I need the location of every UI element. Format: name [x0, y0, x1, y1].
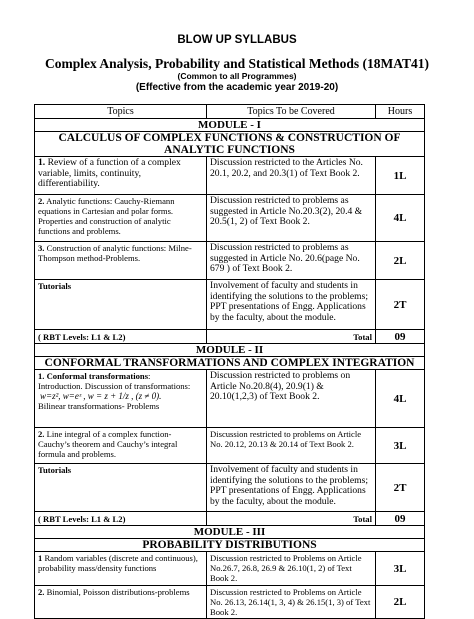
table-row: 2. Analytic functions: Cauchy-Riemann equations in Cartesian and polar forms. Properties and construction of analytic functions and problems. Discussion restricted to problems as suggested in Article No.20.3(2), 20.4 & 20.5(1, 2) of Text Book 2. 4L: [35, 195, 425, 242]
table-row: 3. Construction of analytic functions: Milne-Thompson method-Problems. Discussion restricted to problems as suggested in Article No. 20.6(page No. 679 ) of Text Book 2. 2L: [35, 242, 425, 280]
total-row: ( RBT Levels: L1 & L2) Total 09: [35, 330, 425, 344]
tutorials-row: Tutorials Involvement of faculty and students in identifying the solutions to the problems; PPT presentations of Engg. Applications by the faculty, about the module. 2T: [35, 464, 425, 512]
table-row: 1 Random variables (discrete and continuous), probability mass/density functions Discussion restricted to Problems on Article No.26.7, 26.8, 26.9 & 26.10(1, 2) of Text Book 2. 3L: [35, 552, 425, 586]
table-row: 1. Conformal transformations: Introduction. Discussion of transformations: w=z², w=eᶻ , w = z + 1/z , (z ≠ 0). Bilinear transformations- Problems Discussion restricted to problems on Article No.20.8(4), 20.9(1) & 20.10(1,2,3) of Text Book 2. 4L: [35, 370, 425, 428]
total-row: ( RBT Levels: L1 & L2) Total 09: [35, 512, 425, 526]
table-header-row: [35, 105, 425, 119]
table-row: 2. Binomial, Poisson distributions-problems Discussion restricted to Problems on Article No. 26.13, 26.14(1, 3, 4) & 26.15(1, 3) of Text Book 2. 2L: [35, 586, 425, 619]
common-note: (Common to all Programmes): [177, 71, 297, 81]
tutorials-row: Tutorials Involvement of faculty and students in identifying the solutions to the problems; PPT presentations of Engg. Applications by the faculty, about the module. 2T: [35, 280, 425, 330]
doc-title: BLOW UP SYLLABUS: [177, 34, 297, 46]
syllabus-table: [34, 104, 425, 619]
module-2-label: MODULE - II: [35, 344, 425, 357]
module-1-label: MODULE - I: [35, 119, 425, 132]
module-2-title: CONFORMAL TRANSFORMATIONS AND COMPLEX INTEGRATION: [35, 357, 425, 370]
col-hours: Hours: [376, 105, 425, 119]
subject-title: Complex Analysis, Probability and Statistical Methods (18MAT41): [45, 56, 429, 71]
col-covered: Topics To be Covered: [207, 105, 376, 119]
effective-note: (Effective from the academic year 2019-20): [135, 82, 339, 93]
module-3-label: MODULE - III: [35, 526, 425, 539]
module-3-title: PROBABILITY DISTRIBUTIONS: [35, 539, 425, 552]
table-row: 2. Line integral of a complex function-Cauchy’s theorem and Cauchy’s integral formula and problems. Discussion restricted to problems on Article No. 20.12, 20.13 & 20.14 of Text Book 2. 3L: [35, 428, 425, 464]
module-1-title: CALCULUS OF COMPLEX FUNCTIONS & CONSTRUCTION OF ANALYTIC FUNCTIONS: [35, 132, 425, 157]
transformations-formula: w=z², w=eᶻ , w = z + 1/z , (z ≠ 0).: [40, 391, 162, 401]
table-row: 1. Review of a function of a complex variable, limits, continuity, differentiability. Discussion restricted to the Articles No. 20.1, 20.2, and 20.3(1) of Text Book 2. 1L: [35, 157, 425, 195]
col-topics: Topics: [35, 105, 207, 119]
